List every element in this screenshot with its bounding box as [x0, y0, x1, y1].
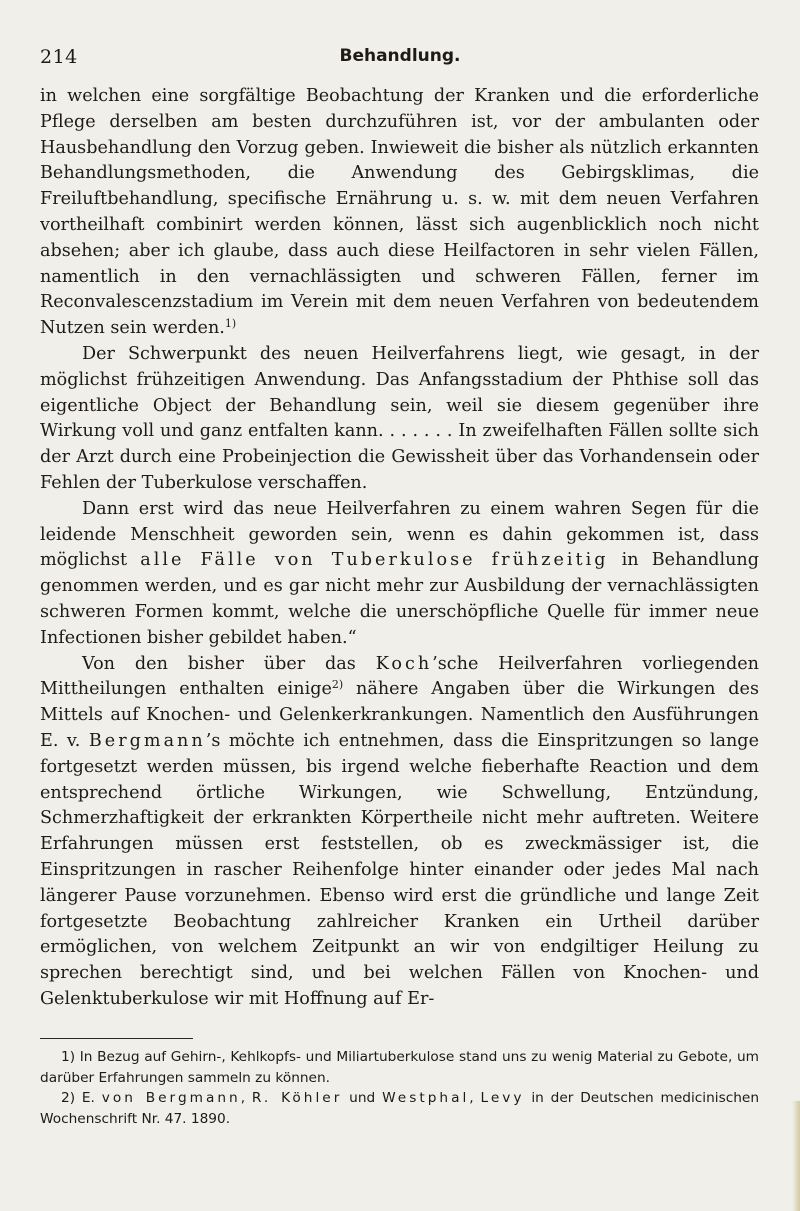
- paragraph-text: in Behandlung genommen werden, und es gar nicht mehr zur Ausbildung der vernachlässigten schweren Formen kommt, welche die unerschöpfliche Quelle für immer neue Infectionen bisher gebildet haben.“: [40, 550, 760, 648]
- footnote-text: 1) In Bezug auf Gehirn-, Kehlkopfs- und Miliartuberkulose stand uns zu wenig Material zu Gebote, um darüber Erfahrungen sammeln zu können.: [40, 1049, 759, 1086]
- footnote-2: [40, 1088, 759, 1129]
- paragraph-text: nähere Angaben über die Wirkungen des Mittels auf Knochen- und Gelenkerkrankungen. Namentlich den Ausführungen E. v.: [40, 679, 759, 751]
- footnote-text: ,: [469, 1090, 481, 1106]
- author-name: Westphal: [382, 1090, 470, 1106]
- paragraph-text: Dann erst wird das neue Heilverfahren zu einem wahren Segen für die leidende Menschheit geworden sein, wenn es dahin gekommen ist, dass möglichst: [40, 498, 759, 571]
- footnote-text: und: [342, 1090, 383, 1106]
- paragraph-text: in welchen eine sorgfältige Beobachtung der Kranken und die erforderliche Pflege derselben am besten durchzuführen ist, vor der ambulanten oder Hausbehandlung den Vorzug geben. Inwieweit die bisher als nützlich erkannten Behandlungsmethoden, die Anwendung des Gebirgsklimas, die Freiluftbehandlung, specifische Ernährung u. s. w. mit dem neuen Verfahren vortheilhaft combinirt werden können, lässt sich augenblicklich noch nicht absehen; aber ich glaube, dass auch diese Heilfactoren in sehr vielen Fällen, namentlich in den vernachlässigten und schweren Fällen, ferner im Reconvalescenzstadium im Verein mit dem neuen Verfahren von bedeutendem Nutzen sein werden.: [40, 86, 759, 339]
- paragraph-text: Der Schwerpunkt des neuen Heilverfahrens liegt, wie gesagt, in der möglichst frühzeitigen Anwendung. Das Anfangsstadium der Phthise soll das eigentliche Object der Behandlung sein, weil sie diesem gegenüber ihre Wirkung voll und ganz entfalten kann. . . . . . . In zweifelhaften Fällen sollte sich der Arzt durch eine Probeinjection die Gewissheit über das Vorhandensein oder Fehlen der Tuberkulose verschaffen.: [40, 343, 759, 493]
- running-head: Behandlung.: [339, 46, 461, 66]
- page-header: [40, 40, 760, 70]
- page-number: 214: [40, 46, 78, 68]
- author-name: R. Köhler: [251, 1090, 343, 1106]
- page-edge-stain: [792, 1101, 800, 1211]
- author-name: Levy: [480, 1090, 525, 1106]
- emphasis-spaced: alle Fälle von Tuberkulose frühzeitig: [140, 550, 609, 571]
- author-name: Koch: [375, 653, 433, 674]
- footnote-text: 2) E.: [61, 1090, 102, 1106]
- paragraph-text: ’sche Heilverfahren vorliegenden Mittheilungen enthalten einige: [40, 653, 760, 700]
- footnote-ref: 1): [224, 317, 237, 331]
- footnote-text: ,: [240, 1090, 252, 1106]
- author-name: Bergmann: [88, 730, 206, 751]
- footnote-text: in der Deutschen medicinischen Wochenschrift Nr. 47. 1890.: [40, 1090, 760, 1127]
- footnotes: [40, 1047, 759, 1129]
- paragraph-text: Von den bisher über das: [82, 653, 376, 674]
- paragraph-text: ’s möchte ich entnehmen, dass die Einspritzungen so lange fortgesetzt werden müssen, bis irgend welche fieberhafte Reaction und dem entsprechend örtliche Wirkungen, wie Schwellung, Entzündung, Schmerzhaftigkeit der erkrankten Körpertheile nicht mehr auftreten. Weitere Erfahrungen müssen erst feststellen, ob es zweckmässiger ist, die Einspritzungen in rascher Reihenfolge hinter einander oder jedes Mal nach längerer Pause vorzunehmen. Ebenso wird erst die gründliche und lange Zeit fortgesetzte Beobachtung zahlreicher Kranken ein Urtheil darüber ermöglichen, von welchem Zeitpunkt an wir von endgiltiger Heilung zu sprechen berechtigt sind, und bei welchen Fällen von Knochen- und Gelenktuberkulose wir mit Hoffnung auf Er-: [40, 730, 759, 1009]
- author-name: von Bergmann: [101, 1090, 241, 1106]
- paragraph-3: [40, 497, 759, 652]
- footnote-1: [40, 1047, 759, 1088]
- footnote-ref: 2): [331, 678, 344, 692]
- body-text: [40, 84, 759, 1013]
- paragraph-4: [40, 652, 759, 1013]
- paragraph-2: [40, 342, 759, 497]
- paragraph-1: [40, 84, 759, 342]
- footnote-divider: [40, 1038, 193, 1039]
